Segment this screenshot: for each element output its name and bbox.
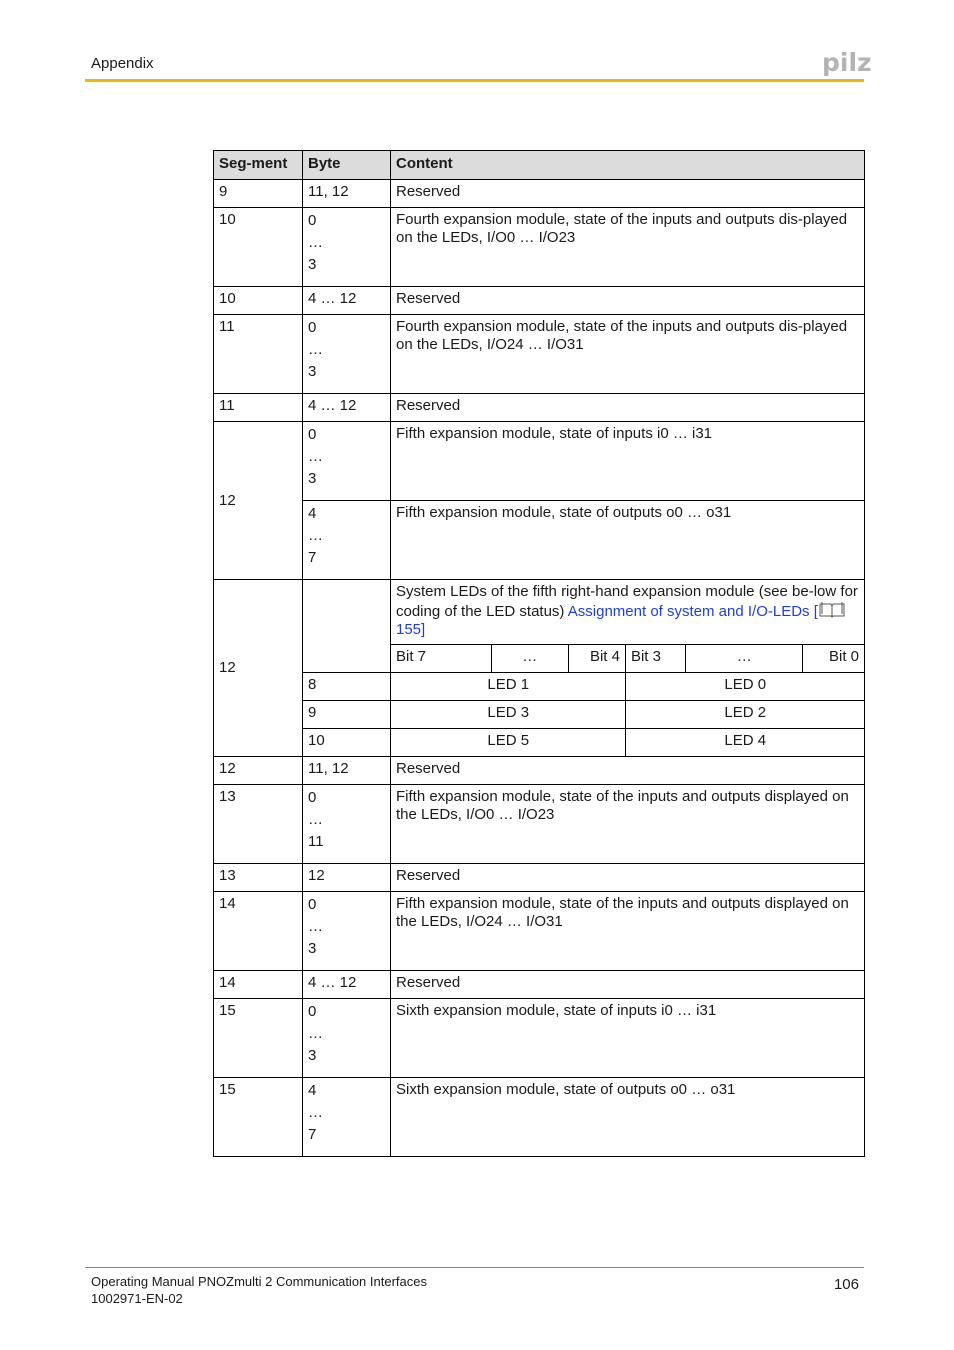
footer-title: Operating Manual PNOZmulti 2 Communication Interfaces xyxy=(91,1274,427,1289)
book-icon xyxy=(818,601,846,618)
pilz-logo: pilz xyxy=(822,48,872,77)
led-pair-table xyxy=(391,701,864,728)
byte-ellipsis: … xyxy=(308,918,323,935)
header-segment: Seg-ment xyxy=(214,151,303,180)
led-left: LED 5 xyxy=(391,729,626,756)
content-cell: Reserved xyxy=(391,757,865,785)
byte-start: 0 xyxy=(308,319,317,336)
bit-label: Bit 4 xyxy=(568,645,625,672)
table-row xyxy=(214,892,865,971)
segment-cell: 15 xyxy=(214,1078,303,1157)
byte-cell: 4 … 12 xyxy=(303,971,391,999)
byte-cell xyxy=(303,422,391,501)
led-pair-cell xyxy=(391,673,865,701)
byte-cell xyxy=(303,999,391,1078)
segment-cell: 12 xyxy=(214,757,303,785)
byte-cell: 11, 12 xyxy=(303,757,391,785)
led-right: LED 2 xyxy=(724,704,767,721)
byte-start: 4 xyxy=(308,505,317,522)
led-left: LED 3 xyxy=(391,701,626,728)
table-row xyxy=(214,394,865,422)
content-cell: Fourth expansion module, state of the inputs and outputs dis-played on the LEDs, I/O24 … I/O31 xyxy=(391,315,865,394)
content-cell: Fourth expansion module, state of the inputs and outputs dis-played on the LEDs, I/O0 … I/O23 xyxy=(391,208,865,287)
table-row xyxy=(214,785,865,864)
led-assignment-link-page: 155] xyxy=(396,621,426,638)
byte-start: 0 xyxy=(308,896,317,913)
byte-end: 3 xyxy=(308,470,317,487)
byte-cell: 9 xyxy=(303,701,391,729)
bit-label: Bit 3 xyxy=(625,645,685,672)
byte-end: 11 xyxy=(308,833,324,850)
led-description-row xyxy=(214,580,865,645)
footer-rule xyxy=(85,1267,864,1268)
table-row xyxy=(214,999,865,1078)
segment-cell: 15 xyxy=(214,999,303,1078)
table-row xyxy=(214,501,865,580)
byte-end: 3 xyxy=(308,256,317,273)
table-row xyxy=(214,287,865,315)
content-cell: Reserved xyxy=(391,180,865,208)
segment-cell: 13 xyxy=(214,864,303,892)
led-pair-table xyxy=(391,729,864,756)
byte-cell-empty xyxy=(303,580,391,673)
segment-cell: 11 xyxy=(214,394,303,422)
byte-cell: 12 xyxy=(303,864,391,892)
content-cell: Fifth expansion module, state of the inputs and outputs displayed on the LEDs, I/O0 … I/O23 xyxy=(391,785,865,864)
segment-cell: 10 xyxy=(214,287,303,315)
bit-label: Bit 7 xyxy=(391,645,491,672)
segment-cell: 12 xyxy=(214,422,303,580)
byte-cell: 10 xyxy=(303,729,391,757)
content-cell: Reserved xyxy=(391,864,865,892)
byte-ellipsis: … xyxy=(308,527,323,544)
byte-cell xyxy=(303,501,391,580)
segment-cell: 13 xyxy=(214,785,303,864)
byte-end: 3 xyxy=(308,940,317,957)
header-rule xyxy=(85,79,864,82)
byte-cell xyxy=(303,315,391,394)
led-description-text: System LEDs of the fifth right-hand expansion module (see be-low for coding of the LED status) xyxy=(396,583,858,620)
byte-cell: 4 … 12 xyxy=(303,394,391,422)
byte-cell xyxy=(303,892,391,971)
byte-cell: 11, 12 xyxy=(303,180,391,208)
led-row xyxy=(214,701,865,729)
bit-header-table xyxy=(391,645,864,672)
led-assignment-link-text: Assignment of system and I/O-LEDs [ xyxy=(567,603,818,620)
table-row xyxy=(214,315,865,394)
bit-label: Bit 0 xyxy=(828,648,859,665)
led-right: LED 0 xyxy=(724,676,767,693)
led-right: LED 4 xyxy=(724,732,767,749)
led-pair-cell xyxy=(391,701,865,729)
segment-cell: 14 xyxy=(214,892,303,971)
segment-cell: 9 xyxy=(214,180,303,208)
running-header-section: Appendix xyxy=(91,55,154,72)
byte-cell: 8 xyxy=(303,673,391,701)
byte-cell: 4 … 12 xyxy=(303,287,391,315)
byte-start: 0 xyxy=(308,212,317,229)
content-cell: Fifth expansion module, state of the inputs and outputs displayed on the LEDs, I/O24 … I/O31 xyxy=(391,892,865,971)
byte-ellipsis: … xyxy=(308,341,323,358)
content-cell: Reserved xyxy=(391,394,865,422)
byte-ellipsis: … xyxy=(308,811,323,828)
byte-ellipsis: … xyxy=(308,234,323,251)
byte-start: 0 xyxy=(308,1003,317,1020)
table-row xyxy=(214,864,865,892)
footer-doc-number: 1002971-EN-02 xyxy=(91,1291,183,1306)
content-cell: Sixth expansion module, state of outputs o0 … o31 xyxy=(391,1078,865,1157)
table-row xyxy=(214,971,865,999)
table-row xyxy=(214,757,865,785)
content-cell: Fifth expansion module, state of inputs i0 … i31 xyxy=(391,422,865,501)
led-row xyxy=(214,673,865,701)
content-cell: Reserved xyxy=(391,971,865,999)
byte-end: 7 xyxy=(308,549,317,566)
byte-cell xyxy=(303,1078,391,1157)
header-byte: Byte xyxy=(303,151,391,180)
bit-header-cell xyxy=(391,645,865,673)
byte-end: 3 xyxy=(308,1047,317,1064)
byte-end: 7 xyxy=(308,1126,317,1143)
byte-end: 3 xyxy=(308,363,317,380)
footer-document-info xyxy=(91,1273,427,1307)
byte-ellipsis: … xyxy=(308,1025,323,1042)
segment-cell: 12 xyxy=(214,580,303,757)
table-row xyxy=(214,422,865,501)
table-header-row xyxy=(214,151,865,180)
page-number: 106 xyxy=(833,1276,859,1293)
data-table xyxy=(213,150,865,1157)
byte-ellipsis: … xyxy=(308,1104,323,1121)
byte-ellipsis: … xyxy=(308,448,323,465)
table-row xyxy=(214,208,865,287)
bit-label: … xyxy=(491,645,568,672)
led-left: LED 1 xyxy=(391,673,626,700)
byte-cell xyxy=(303,785,391,864)
byte-start: 0 xyxy=(308,789,317,806)
byte-start: 0 xyxy=(308,426,317,443)
table-row xyxy=(214,180,865,208)
header-content: Content xyxy=(391,151,865,180)
segment-cell: 11 xyxy=(214,315,303,394)
segment-cell: 10 xyxy=(214,208,303,287)
led-row xyxy=(214,729,865,757)
led-pair-table xyxy=(391,673,864,700)
bit-label: … xyxy=(686,645,803,672)
content-cell: Reserved xyxy=(391,287,865,315)
content-cell: Fifth expansion module, state of outputs o0 … o31 xyxy=(391,501,865,580)
byte-cell xyxy=(303,208,391,287)
content-cell: Sixth expansion module, state of inputs i0 … i31 xyxy=(391,999,865,1078)
led-pair-cell xyxy=(391,729,865,757)
led-description-cell xyxy=(391,580,865,645)
table-row xyxy=(214,1078,865,1157)
byte-start: 4 xyxy=(308,1082,317,1099)
segment-cell: 14 xyxy=(214,971,303,999)
